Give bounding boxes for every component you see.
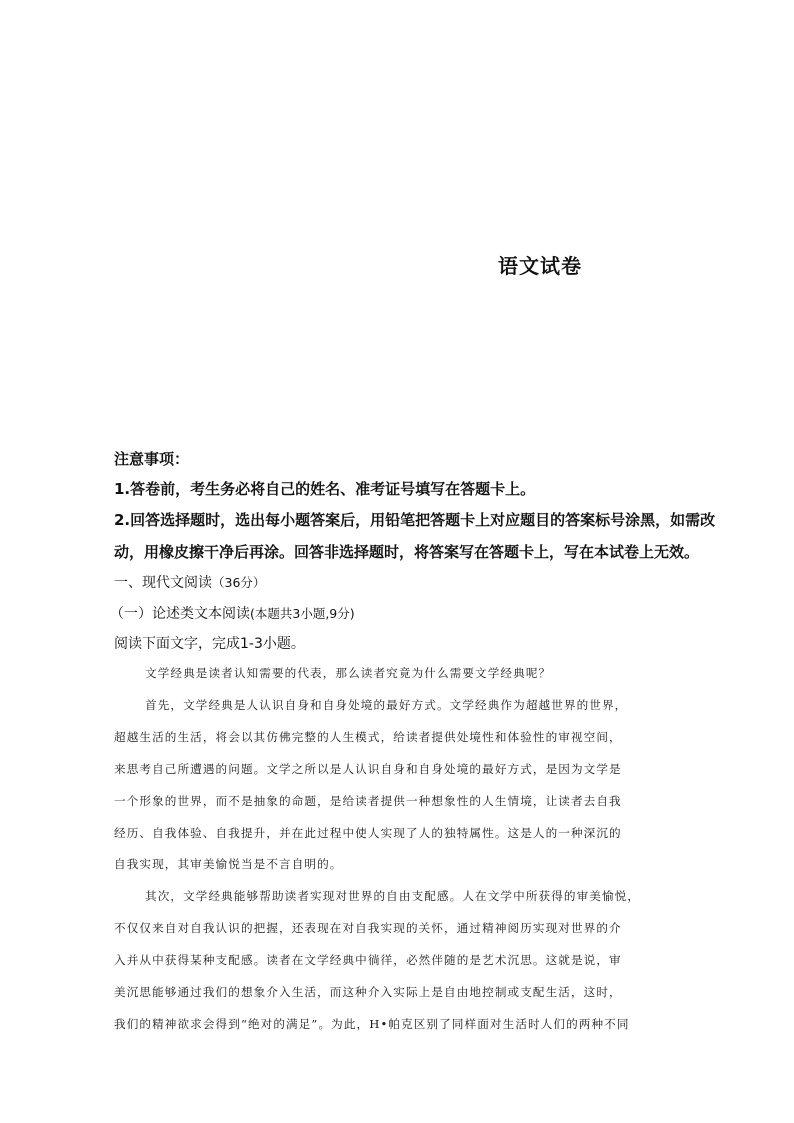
passage-line: 我们的精神欲求会得到“绝对的满足”。为此，H•帕克区别了同样面对生活时人们的两种不同 [114,1017,630,1031]
passage-line: 入并从中获得某种支配感。读者在文学经典中徜徉，必然伴随的是艺术沉思。这就是说，审 [114,953,622,967]
passage-line: 经历、自我体验、自我提升，并在此过程中使人实现了人的独特属性。这是人的一种深沉的 [114,826,622,840]
instruction-text: 阅读下面文字，完成1-3小题。 [114,636,305,652]
page-title: 语文试卷 [498,254,582,278]
section-heading [114,572,265,592]
section-heading-main: 一、现代文阅读 [114,575,212,591]
subsection-heading [110,603,355,623]
notice-item-1: 1.答卷前，考生务必将自己的姓名、准考证号填写在答题卡上。 [114,480,536,498]
passage-line: 其次，文学经典能够帮助读者实现对世界的自由支配感。人在文学中所获得的审美愉悦， [145,889,641,903]
subsection-heading-main: （一）论述类文本阅读 [110,606,250,622]
passage-line: 不仅仅来自对自我认识的把握，还表现在对自我实现的关怀，通过精神阅历实现对世界的介 [114,921,622,935]
passage-line: 首先，文学经典是人认识自身和自身处境的最好方式。文学经典作为超越世界的世界， [145,698,628,712]
notice-item-2-cont: 动，用橡皮擦干净后再涂。回答非选择题时，将答案写在答题卡上，写在本试卷上无效。 [114,543,700,561]
passage-line: 自我实现，其审美愉悦当是不言自明的。 [114,857,343,871]
passage-line: 超越生活的生活，将会以其仿佛完整的人生模式，给读者提供处境性和体验性的审视空间， [114,730,622,744]
passage-line: 来思考自己所遭遇的问题。文学之所以是人认识自身和自身处境的最好方式，是因为文学是 [114,762,622,776]
notice-item-2: 2.回答选择题时，选出每小题答案后，用铅笔把答题卡上对应题目的答案标号涂黑，如需改 [114,511,716,529]
passage-line: 文学经典是读者认知需要的代表，那么读者究竟为什么需要文学经典呢？ [145,666,552,680]
passage-line: 美沉思能够通过我们的想象介入生活，而这种介入实际上是自由地控制或支配生活，这时， [114,985,622,999]
section-heading-score: （36分） [212,575,266,590]
passage-line: 一个形象的世界，而不是抽象的命题，是给读者提供一种想象性的人生情境，让读者去自我 [114,794,622,808]
notice-heading: 注意事项： [114,450,190,468]
subsection-heading-note: (本题共3小题,9分) [250,606,355,621]
